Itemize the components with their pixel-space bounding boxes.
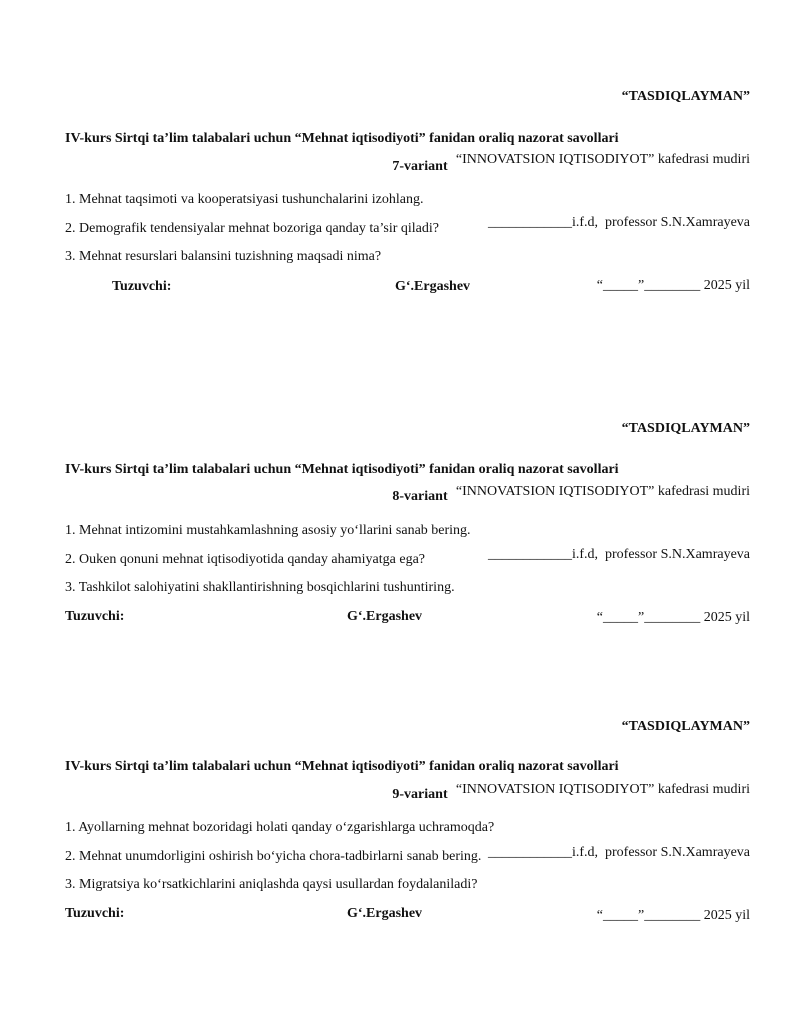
question-2: 2. Mehnat unumdorligini oshirish bo‘yicha chora-tadbirlarni sanab bering.	[65, 849, 482, 864]
section-heading: IV-kurs Sirtqi ta’lim talabalari uchun “Mehnat iqtisodiyoti” fanidan oraliq nazorat savollari	[65, 131, 619, 146]
approval-date: “_____”________ 2025 yil	[596, 278, 750, 293]
approval-block	[456, 44, 750, 338]
question-1: 1. Mehnat taqsimoti va kooperatsiyasi tushunchalarini izohlang.	[65, 192, 424, 207]
variant-title: 7-variant	[392, 159, 448, 174]
compiler-label: Tuzuvchi:	[65, 609, 125, 624]
variant-title: 8-variant	[392, 489, 448, 504]
approval-date: “_____”________ 2025 yil	[596, 610, 750, 625]
approval-signatory: ____________i.f.d, professor S.N.Xamrayeva	[487, 845, 750, 860]
approval-title: “TASDIQLAYMAN”	[621, 719, 750, 734]
question-3: 3. Mehnat resurslari balansini tuzishning maqsadi nima?	[65, 249, 382, 264]
approval-department: “INNOVATSION IQTISODIYOT” kafedrasi mudiri	[455, 782, 750, 797]
question-2: 2. Ouken qonuni mehnat iqtisodiyotida qanday ahamiyatga ega?	[65, 552, 426, 567]
approval-block	[456, 674, 750, 968]
approval-signatory: ____________i.f.d, professor S.N.Xamrayeva	[487, 215, 750, 230]
question-3: 3. Migratsiya ko‘rsatkichlarini aniqlashda qaysi usullardan foydalaniladi?	[65, 877, 478, 892]
question-1: 1. Ayollarning mehnat bozoridagi holati qanday o‘zgarishlarga uchramoqda?	[65, 820, 495, 835]
section-heading: IV-kurs Sirtqi ta’lim talabalari uchun “Mehnat iqtisodiyoti” fanidan oraliq nazorat savollari	[65, 462, 619, 477]
approval-department: “INNOVATSION IQTISODIYOT” kafedrasi mudiri	[455, 484, 750, 499]
question-2: 2. Demografik tendensiyalar mehnat bozoriga qanday ta’sir qiladi?	[65, 221, 439, 236]
compiler-name: G‘.Ergashev	[347, 609, 423, 624]
approval-block	[456, 376, 750, 670]
section-heading: IV-kurs Sirtqi ta’lim talabalari uchun “Mehnat iqtisodiyoti” fanidan oraliq nazorat savollari	[65, 759, 619, 774]
compiler-label: Tuzuvchi:	[65, 906, 125, 921]
approval-title: “TASDIQLAYMAN”	[621, 89, 750, 104]
approval-title: “TASDIQLAYMAN”	[621, 421, 750, 436]
compiler-name: G‘.Ergashev	[347, 906, 423, 921]
approval-date: “_____”________ 2025 yil	[596, 908, 750, 923]
question-3: 3. Tashkilot salohiyatini shakllantirishning bosqichlarini tushuntiring.	[65, 580, 455, 595]
compiler-name: G‘.Ergashev	[395, 279, 471, 294]
variant-title: 9-variant	[392, 787, 448, 802]
approval-department: “INNOVATSION IQTISODIYOT” kafedrasi mudiri	[455, 152, 750, 167]
approval-signatory: ____________i.f.d, professor S.N.Xamrayeva	[487, 547, 750, 562]
compiler-label: Tuzuvchi:	[112, 279, 172, 294]
question-1: 1. Mehnat intizomini mustahkamlashning asosiy yo‘llarini sanab bering.	[65, 523, 471, 538]
